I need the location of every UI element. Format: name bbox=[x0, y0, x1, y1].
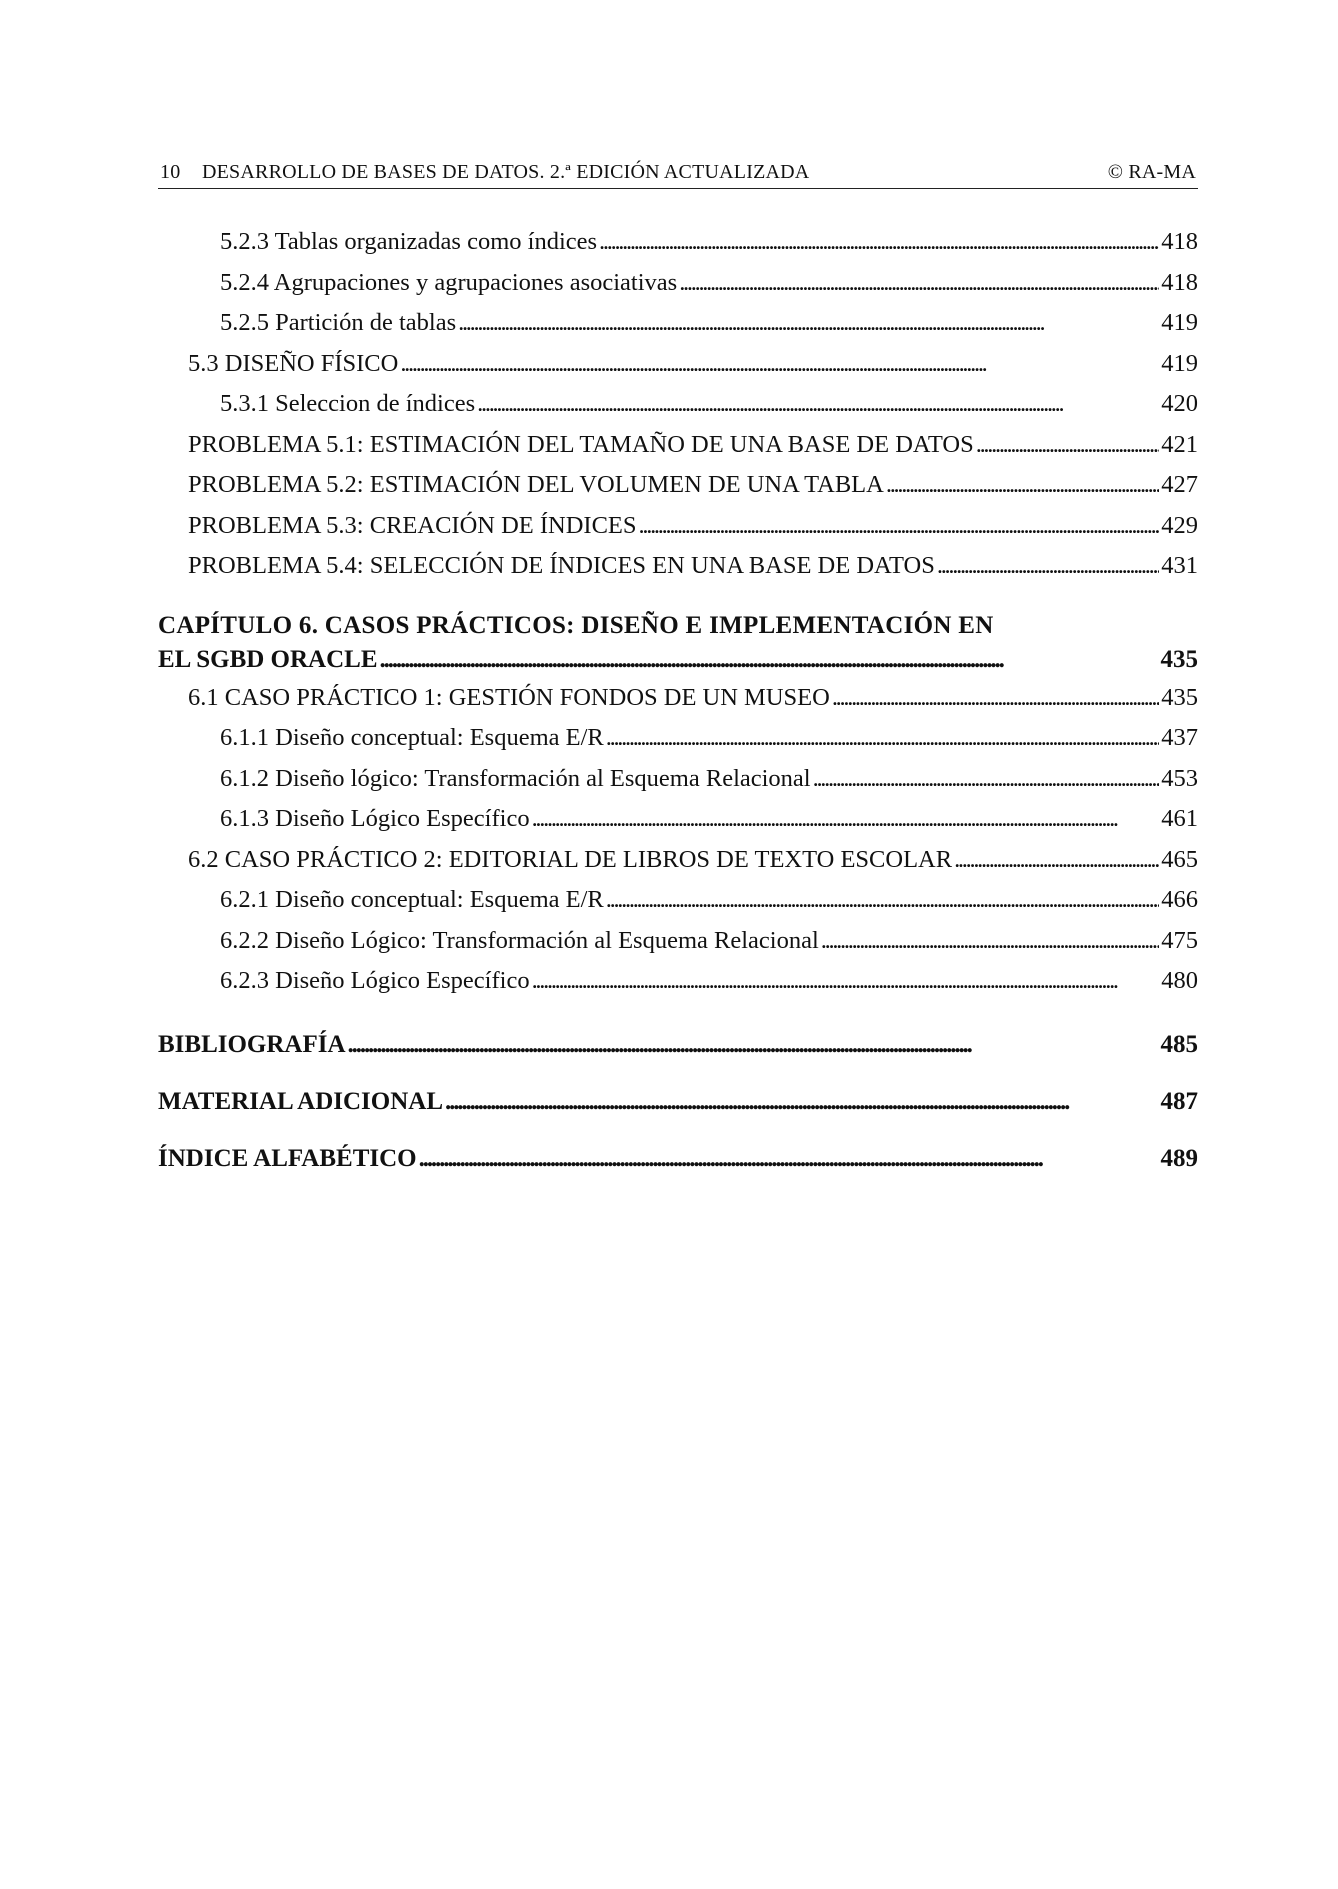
chapter-heading[interactable] bbox=[158, 609, 1198, 678]
toc-entry-page: 465 bbox=[1161, 845, 1198, 873]
toc-entry[interactable] bbox=[158, 303, 1198, 344]
toc-entry-page: 421 bbox=[1161, 430, 1198, 458]
toc-entry-page: 453 bbox=[1161, 764, 1198, 792]
toc-entry-title: BIBLIOGRAFÍA bbox=[158, 1030, 346, 1058]
toc-entry-page: 431 bbox=[1161, 552, 1198, 579]
header-book-title: DESARROLLO DE BASES DE DATOS. 2.ª EDICIÓN ACTUALIZADA bbox=[202, 161, 810, 183]
toc-section-additional-material[interactable] bbox=[158, 1073, 1198, 1130]
dot-leader bbox=[599, 222, 1159, 263]
toc-entry[interactable] bbox=[158, 678, 1198, 719]
dot-leader bbox=[954, 840, 1159, 881]
dot-leader bbox=[445, 1073, 1159, 1130]
dot-leader bbox=[639, 506, 1160, 547]
toc-entry-title: 5.3.1 Seleccion de índices bbox=[220, 390, 476, 417]
toc-entry-page: 419 bbox=[1161, 309, 1198, 336]
chapter-title-line2-row bbox=[158, 642, 1198, 678]
toc-entry-title: 5.2.5 Partición de tablas bbox=[220, 309, 457, 336]
toc-entry-title: PROBLEMA 5.4: SELECCIÓN DE ÍNDICES EN UNA BASE DE DATOS bbox=[188, 552, 935, 579]
toc-entry-page: 429 bbox=[1161, 511, 1198, 539]
toc-entry[interactable] bbox=[158, 921, 1198, 962]
toc-entry-title: PROBLEMA 5.2: ESTIMACIÓN DEL VOLUMEN DE UNA TABLA bbox=[188, 471, 884, 498]
toc-entry[interactable] bbox=[158, 344, 1198, 385]
toc-entry[interactable] bbox=[158, 384, 1198, 425]
toc-entry-page: 435 bbox=[1161, 683, 1198, 711]
toc-entry-title: MATERIAL ADICIONAL bbox=[158, 1087, 443, 1115]
dot-leader bbox=[380, 642, 1159, 678]
toc-entry[interactable] bbox=[158, 222, 1198, 263]
table-of-contents bbox=[158, 222, 1198, 1187]
toc-entry-title: 5.2.4 Agrupaciones y agrupaciones asociativas bbox=[220, 268, 678, 296]
running-header bbox=[158, 158, 1198, 189]
toc-entry[interactable] bbox=[158, 546, 1198, 587]
dot-leader bbox=[532, 961, 1160, 1002]
toc-entry[interactable] bbox=[158, 961, 1198, 1002]
toc-entry-title: 6.1.3 Diseño Lógico Específico bbox=[220, 805, 530, 832]
dot-leader bbox=[532, 799, 1160, 840]
toc-entry-title: PROBLEMA 5.1: ESTIMACIÓN DEL TAMAÑO DE UNA BASE DE DATOS bbox=[188, 430, 974, 458]
toc-entry[interactable] bbox=[158, 425, 1198, 466]
toc-entry-title: PROBLEMA 5.3: CREACIÓN DE ÍNDICES bbox=[188, 511, 637, 539]
dot-leader bbox=[976, 425, 1160, 466]
toc-entry-page: 427 bbox=[1161, 471, 1198, 498]
dot-leader bbox=[679, 263, 1159, 304]
spacer bbox=[158, 1002, 1198, 1016]
toc-entry-page: 437 bbox=[1161, 724, 1198, 751]
dot-leader bbox=[477, 384, 1159, 425]
dot-leader bbox=[813, 759, 1160, 800]
dot-leader bbox=[821, 921, 1159, 962]
toc-entry-title: 6.2.2 Diseño Lógico: Transformación al Esquema Relacional bbox=[220, 926, 819, 954]
toc-entry-title: 6.1.1 Diseño conceptual: Esquema E/R bbox=[220, 724, 604, 751]
toc-entry-title: 6.2.1 Diseño conceptual: Esquema E/R bbox=[220, 886, 604, 913]
toc-entry[interactable] bbox=[158, 759, 1198, 800]
toc-entry[interactable] bbox=[158, 880, 1198, 921]
dot-leader bbox=[606, 880, 1160, 921]
toc-entry[interactable] bbox=[158, 465, 1198, 506]
chapter-title-line2: EL SGBD ORACLE bbox=[158, 645, 378, 673]
dot-leader bbox=[937, 546, 1159, 587]
toc-entry-page: 419 bbox=[1161, 349, 1198, 377]
toc-entry[interactable] bbox=[158, 718, 1198, 759]
toc-entry-page: 475 bbox=[1161, 926, 1198, 954]
header-publisher: © RA-MA bbox=[1107, 161, 1196, 183]
toc-entry-title: 6.2 CASO PRÁCTICO 2: EDITORIAL DE LIBROS DE TEXTO ESCOLAR bbox=[188, 845, 953, 873]
toc-entry-title: 5.3 DISEÑO FÍSICO bbox=[188, 349, 399, 377]
toc-entry-page: 466 bbox=[1161, 886, 1198, 913]
toc-section-alphabetical-index[interactable] bbox=[158, 1130, 1198, 1187]
toc-entry-title: 6.2.3 Diseño Lógico Específico bbox=[220, 967, 530, 994]
toc-entry-title: 5.2.3 Tablas organizadas como índices bbox=[220, 228, 598, 255]
toc-entry-page: 461 bbox=[1161, 805, 1198, 832]
dot-leader bbox=[886, 465, 1159, 506]
dot-leader bbox=[606, 718, 1160, 759]
toc-entry[interactable] bbox=[158, 840, 1198, 881]
toc-entry-title: 6.1.2 Diseño lógico: Transformación al Esquema Relacional bbox=[220, 764, 811, 792]
toc-entry[interactable] bbox=[158, 506, 1198, 547]
toc-entry[interactable] bbox=[158, 263, 1198, 304]
toc-entry-page: 420 bbox=[1161, 390, 1198, 417]
chapter-page: 435 bbox=[1160, 645, 1198, 673]
toc-entry-page: 489 bbox=[1160, 1144, 1198, 1172]
dot-leader bbox=[458, 303, 1159, 344]
toc-entry[interactable] bbox=[158, 799, 1198, 840]
chapter-title-line1: CAPÍTULO 6. CASOS PRÁCTICOS: DISEÑO E IMPLEMENTACIÓN EN bbox=[158, 611, 994, 639]
toc-entry-page: 485 bbox=[1160, 1030, 1198, 1058]
header-page-number: 10 bbox=[160, 161, 181, 183]
toc-entry-title: ÍNDICE ALFABÉTICO bbox=[158, 1144, 417, 1172]
toc-entry-page: 487 bbox=[1160, 1087, 1198, 1115]
toc-entry-page: 480 bbox=[1161, 967, 1198, 994]
dot-leader bbox=[419, 1130, 1159, 1187]
toc-entry-page: 418 bbox=[1161, 228, 1198, 255]
toc-entry-page: 418 bbox=[1161, 268, 1198, 296]
toc-entry-title: 6.1 CASO PRÁCTICO 1: GESTIÓN FONDOS DE UN MUSEO bbox=[188, 683, 830, 711]
dot-leader bbox=[348, 1016, 1159, 1073]
dot-leader bbox=[400, 344, 1159, 385]
dot-leader bbox=[832, 678, 1159, 719]
toc-section-bibliography[interactable] bbox=[158, 1016, 1198, 1073]
